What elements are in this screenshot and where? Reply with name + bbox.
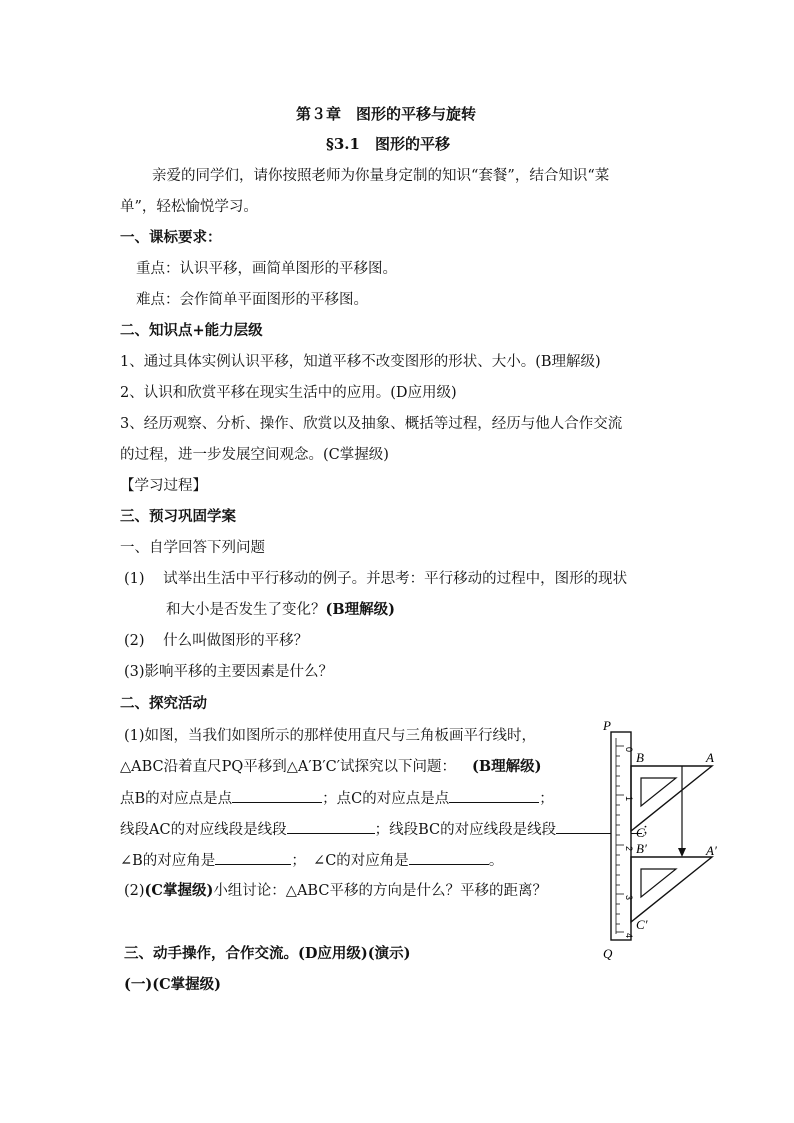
answer-blank-5[interactable] — [215, 850, 291, 865]
question-1-line-2 — [166, 600, 395, 620]
explore-p1-text: △ABC沿着直尺PQ平移到△A′B′C′试探究以下问题： — [120, 759, 457, 775]
answer-blank-3[interactable] — [287, 819, 375, 834]
label-b: B — [636, 750, 644, 765]
process-heading: 【学习过程】 — [120, 478, 207, 494]
difficulty-point: 难点：会作简单平面图形的平移图。 — [136, 292, 368, 308]
label-c-prime: C′ — [636, 917, 648, 932]
explore-p2-number: (2) — [124, 883, 145, 899]
fill3-text-a: ∠B的对应角是 — [120, 853, 216, 869]
section4-sub: (一)(C掌握级) — [124, 976, 221, 993]
explore-p1-line-1: (1)如图，当我们如图所示的那样使用直尺与三角板画平行线时， — [124, 728, 537, 744]
fill3-text-c: 。 — [488, 853, 504, 869]
label-c: C — [636, 825, 645, 840]
fill1-text-a: 点B的对应点是点 — [120, 791, 233, 807]
tick-label-3: 3 — [624, 895, 634, 901]
knowledge-item-3-line-1: 3、经历观察、分析、操作、欣赏以及抽象、概括等过程，经历与他人合作交流 — [120, 416, 623, 432]
ruler-triangle-figure — [600, 716, 730, 960]
explore-heading: 二、探究活动 — [120, 695, 207, 712]
answer-blank-6[interactable] — [409, 850, 489, 865]
tick-label-0: 0 — [624, 747, 634, 753]
explore-p2-text: 小组讨论：△ABC平移的方向是什么？平移的距离？ — [213, 883, 547, 899]
section2-heading: 二、知识点+能力层级 — [120, 322, 263, 339]
triangle-abc-inner — [641, 778, 676, 806]
question-1-text-2: 和大小是否发生了变化？ — [166, 602, 326, 618]
intro-line-2: 单”，轻松愉悦学习。 — [120, 199, 258, 215]
fill3-text-b: ； ∠C的对应角是 — [291, 853, 409, 869]
question-2-text: 什么叫做图形的平移？ — [163, 633, 309, 649]
self-study-heading: 一、自学回答下列问题 — [120, 540, 265, 556]
section4-heading: 三、动手操作，合作交流。(D应用级)(演示) — [124, 945, 411, 962]
focus-point: 重点：认识平移，画简单图形的平移图。 — [136, 261, 397, 277]
explore-p2-level: (C掌握级) — [144, 882, 214, 899]
question-1-number: (1) — [124, 571, 145, 587]
fill1-text-c: ； — [539, 791, 554, 807]
question-1-text: 试举出生活中平行移动的例子。并思考：平行移动的过程中，图形的现状 — [163, 571, 628, 587]
tick-label-2: 2 — [624, 846, 634, 852]
triangle-a2b2c2-inner — [641, 869, 676, 897]
intro-line-1: 亲爱的同学们，请你按照老师为你量身定制的知识“套餐”，结合知识“菜 — [152, 168, 610, 184]
knowledge-item-1: 1、通过具体实例认识平移，知道平移不改变图形的形状、大小。(B理解级) — [120, 354, 601, 370]
label-b-prime: B′ — [636, 841, 647, 856]
fill1-text-b: ；点C的对应点是点 — [322, 791, 450, 807]
translation-arrow-head — [678, 848, 686, 857]
explore-p1-level: (B理解级) — [472, 758, 542, 775]
explore-p2 — [124, 881, 547, 901]
section1-heading: 一、课标要求： — [120, 229, 222, 246]
ruler — [611, 732, 631, 940]
fill-line-3 — [120, 850, 503, 871]
section3-heading: 三、预习巩固学案 — [120, 508, 236, 525]
fill2-text-a: 线段AC的对应线段是线段 — [120, 822, 287, 838]
tick-label-4: 4 — [624, 933, 634, 939]
fill2-text-c: ； — [642, 822, 657, 838]
question-1-level: (B理解级) — [325, 601, 395, 618]
fill-line-1 — [120, 788, 554, 809]
knowledge-item-2: 2、认识和欣赏平移在现实生活中的应用。(D应用级) — [120, 385, 457, 401]
fill2-text-b: ；线段BC的对应线段是线段 — [374, 822, 557, 838]
question-2-number: (2) — [124, 633, 145, 649]
question-1-line-1 — [124, 569, 627, 589]
answer-blank-2[interactable] — [449, 788, 539, 803]
fill-line-2 — [120, 819, 657, 840]
triangle-abc — [631, 766, 712, 831]
knowledge-item-3-line-2: 的过程，进一步发展空间观念。(C掌握级) — [120, 447, 389, 463]
label-p: P — [603, 718, 611, 733]
label-a-prime: A′ — [706, 843, 717, 858]
label-q: Q — [603, 946, 613, 960]
tick-label-1: 1 — [624, 796, 634, 802]
section-title: §3.1 图形的平移 — [326, 135, 450, 153]
label-a: A — [706, 750, 714, 765]
question-2 — [124, 631, 308, 651]
question-3: (3)影响平移的主要因素是什么？ — [124, 664, 334, 680]
chapter-title: 第３章 图形的平移与旋转 — [296, 105, 477, 123]
explore-p1-line-2 — [120, 757, 542, 777]
answer-blank-1[interactable] — [232, 788, 322, 803]
triangle-a2b2c2 — [631, 857, 712, 922]
